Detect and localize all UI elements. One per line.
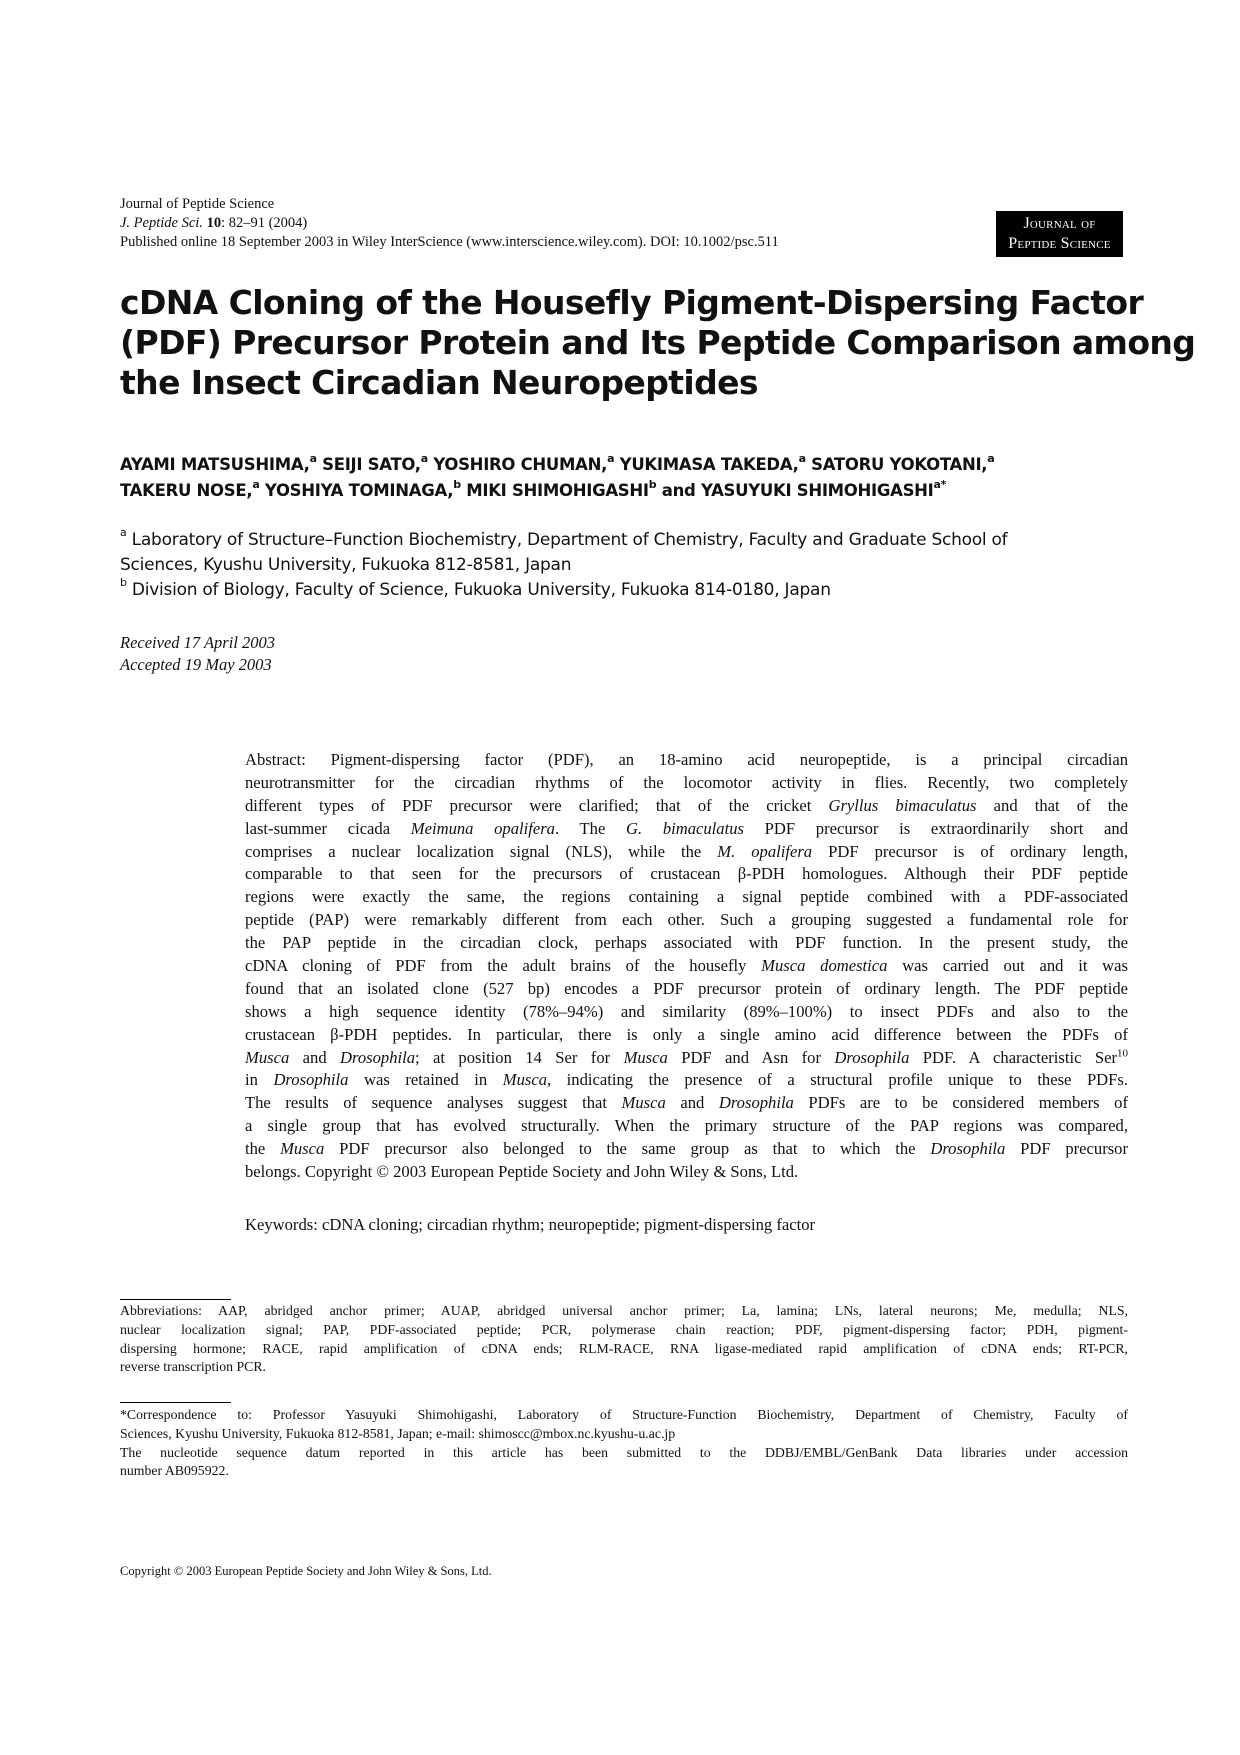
note-line: number AB095922. [120, 1463, 229, 1479]
published-line: Published online 18 September 2003 in Wiley InterScience (www.interscience.wiley.com). DOI: 10.1002/psc.511 [120, 234, 779, 250]
species-name: Musca [502, 1070, 547, 1090]
citation-pages: : 82–91 (2004) [221, 215, 308, 231]
abstract-line: Abstract: Pigment-dispersing factor (PDF), an 18-amino acid neuropeptide, is a principal circadian [245, 750, 1128, 769]
text-run: The results of sequence analyses suggest that [245, 1093, 622, 1113]
species-name: Drosophila [834, 1047, 910, 1067]
author: YOSHIYA TOMINAGA, [264, 481, 454, 500]
logo-line-1: Journal of [1023, 215, 1096, 232]
author: TAKERU NOSE, [120, 481, 253, 500]
abstract-line: crustacean β-PDH peptides. In particular, there is only a single amino acid difference between the PDFs of [245, 1024, 1128, 1044]
abstract-line: the PAP peptide in the circadian clock, perhaps associated with PDF function. In the present study, the [245, 933, 1128, 953]
affil-mark: a [420, 451, 428, 465]
species-name: Musca [245, 1047, 290, 1067]
affil-mark: b [648, 477, 657, 491]
species-name: Drosophila [930, 1139, 1006, 1159]
species-name: Meimuna opalifera [410, 818, 555, 838]
text-run: . The [554, 818, 627, 838]
received-date: Received 17 April 2003 [120, 633, 276, 652]
text-run: and that of the [976, 795, 1128, 815]
author: SEIJI SATO, [322, 455, 421, 474]
species-name: Drosophila [273, 1070, 349, 1090]
abstract-line [245, 955, 1128, 978]
note-line: *Correspondence to: Professor Yasuyuki Shimohigashi, Laboratory of Structure-Function Biochemistry, Department of Chemistry, Faculty of [120, 1407, 1128, 1422]
abstract-line: peptide (PAP) were remarkably different from each other. Such a grouping suggested a fundamental role for [245, 910, 1128, 930]
citation-abbrev: J. Peptide Sci. [120, 215, 203, 231]
superscript: 10 [1117, 1047, 1128, 1060]
affil-mark: a [309, 451, 317, 465]
text-run: and [289, 1047, 341, 1067]
affil-mark: a [798, 451, 806, 465]
abstract-line: a single group that has evolved structurally. When the primary structure of the PAP regions was compared, [245, 1116, 1128, 1136]
text-run: different types of PDF precursor were clarified; that of the cricket [245, 795, 829, 815]
abstract [245, 749, 1128, 1184]
text-run: in [245, 1070, 274, 1090]
keywords: Keywords: cDNA cloning; circadian rhythm; neuropeptide; pigment-dispersing factor [245, 1215, 816, 1234]
text-run: cDNA cloning of PDF from the adult brains of the housefly [245, 956, 762, 976]
journal-name: Journal of Peptide Science [120, 196, 275, 212]
affiliation-text: Division of Biology, Faculty of Science, Fukuoka University, Fukuoka 814-0180, Japan [131, 580, 831, 600]
title-line: the Insect Circadian Neuropeptides [120, 363, 758, 402]
text-run: PDF precursor [1005, 1139, 1128, 1159]
text-run: PDF precursor is extraordinarily short and [743, 818, 1128, 838]
text-run: comprises a nuclear localization signal (NLS), while the [245, 841, 718, 861]
text-run: PDF precursor also belonged to the same group as that to which the [324, 1139, 931, 1159]
author: YUKIMASA TAKEDA, [619, 455, 799, 474]
accepted-date: Accepted 19 May 2003 [120, 655, 272, 674]
text-run: ; at position 14 Ser for [415, 1047, 624, 1067]
title-line: (PDF) Precursor Protein and Its Peptide Comparison among [120, 323, 1196, 362]
affil-mark: b [120, 576, 127, 590]
author-line [120, 478, 1130, 504]
abstract-line: regions were exactly the same, the regions containing a signal peptide combined with a PDF-associated [245, 887, 1128, 907]
affiliation-b [120, 578, 1130, 603]
abstract-line [245, 818, 1128, 841]
text-run: PDFs are to be considered members of [793, 1093, 1128, 1113]
species-name: Musca [621, 1093, 666, 1113]
history-dates [120, 632, 620, 676]
abstract-line [245, 841, 1128, 864]
affil-mark: b [453, 477, 461, 491]
text-run: the [245, 1139, 281, 1159]
affil-mark: a [607, 451, 615, 465]
species-name: M. opalifera [717, 841, 813, 861]
affiliation-a [120, 528, 1130, 553]
affiliations [120, 528, 1130, 603]
author: YASUYUKI SHIMOHIGASHI [701, 481, 934, 500]
article-title [120, 283, 1196, 403]
species-name: Drosophila [340, 1047, 416, 1067]
correspondence-note [120, 1406, 1128, 1481]
author: AYAMI MATSUSHIMA, [120, 455, 310, 474]
title-line: cDNA Cloning of the Housefly Pigment-Dispersing Factor [120, 283, 1144, 322]
text-run: and [665, 1093, 719, 1113]
note-line: nuclear localization signal; PAP, PDF-associated peptide; PCR, polymerase chain reaction; PDF, pigment-dispersing factor; PDH, pigment- [120, 1321, 1128, 1337]
note-line: reverse transcription PCR. [120, 1359, 266, 1375]
citation-volume: 10 [206, 215, 222, 231]
footnote-rule [120, 1299, 231, 1300]
note-line: dispersing hormone; RACE, rapid amplification of cDNA ends; RLM-RACE, RNA ligase-mediated rapid amplification of cDNA ends; RT-PCR, [120, 1340, 1128, 1356]
journal-citation [120, 214, 920, 233]
text-run: last-summer cicada [245, 818, 411, 838]
journal-header [120, 195, 920, 252]
abbreviations-note [120, 1302, 1128, 1377]
affil-mark: a [987, 451, 995, 465]
affil-mark: a [252, 477, 260, 491]
footer-copyright: Copyright © 2003 European Peptide Society and John Wiley & Sons, Ltd. [120, 1564, 492, 1578]
text-run: was retained in [348, 1070, 503, 1090]
journal-logo [996, 211, 1123, 257]
author: SATORU YOKOTANI, [811, 455, 988, 474]
species-name: Musca [623, 1047, 668, 1067]
species-name: Musca domestica [761, 956, 888, 976]
affiliation-a-cont: Sciences, Kyushu University, Fukuoka 812-8581, Japan [120, 555, 572, 575]
species-name: Musca [280, 1139, 325, 1159]
footnote-rule [120, 1402, 231, 1403]
note-line: Abbreviations: AAP, abridged anchor primer; AUAP, abridged universal anchor primer; La, lamina; LNs, lateral neurons; Me, medulla; NLS, [120, 1303, 1128, 1318]
author-list [120, 452, 1130, 504]
author: YOSHIRO CHUMAN, [433, 455, 608, 474]
affiliation-text: Laboratory of Structure–Function Biochemistry, Department of Chemistry, Faculty and Graduate School of [131, 530, 1008, 550]
abstract-line: shows a high sequence identity (78%–94%) and similarity (89%–100%) to insect PDFs and also to the [245, 1001, 1128, 1021]
affil-mark: a* [933, 477, 947, 491]
abstract-line [245, 1069, 1128, 1092]
text-run: PDF and Asn for [667, 1047, 835, 1067]
abstract-line [245, 795, 1128, 818]
note-line: The nucleotide sequence datum reported in this article has been submitted to the DDBJ/EMBL/GenBank Data libraries under accession [120, 1444, 1128, 1460]
text-run: PDF precursor is of ordinary length, [812, 841, 1128, 861]
affil-mark: a [120, 526, 127, 540]
abstract-line: neurotransmitter for the circadian rhythms of the locomotor activity in flies. Recently, two completely [245, 772, 1128, 792]
species-name: Drosophila [718, 1093, 794, 1113]
abstract-line [245, 1138, 1128, 1161]
author: MIKI SHIMOHIGASHI [466, 481, 649, 500]
text-run: PDF. A characteristic Ser [909, 1047, 1117, 1067]
author-line [120, 452, 1130, 478]
species-name: Gryllus bimaculatus [828, 795, 977, 815]
text-run: was carried out and it was [887, 956, 1128, 976]
abstract-line: comparable to that seen for the precursors of crustacean β-PDH homologues. Although their PDF peptide [245, 864, 1128, 884]
author-conjunction: and [661, 481, 696, 500]
species-name: G. bimaculatus [626, 818, 744, 838]
abstract-line [245, 1047, 1128, 1070]
abstract-line: found that an isolated clone (527 bp) encodes a PDF precursor protein of ordinary length. The PDF peptide [245, 978, 1128, 998]
logo-line-2: Peptide Science [1008, 235, 1111, 252]
text-run: , indicating the presence of a structural profile unique to these PDFs. [547, 1070, 1128, 1090]
note-line: Sciences, Kyushu University, Fukuoka 812-8581, Japan; e-mail: shimoscc@mbox.nc.kyushu-u.ac.jp [120, 1425, 676, 1441]
abstract-line: belongs. Copyright © 2003 European Peptide Society and John Wiley & Sons, Ltd. [245, 1162, 799, 1182]
abstract-line [245, 1092, 1128, 1115]
